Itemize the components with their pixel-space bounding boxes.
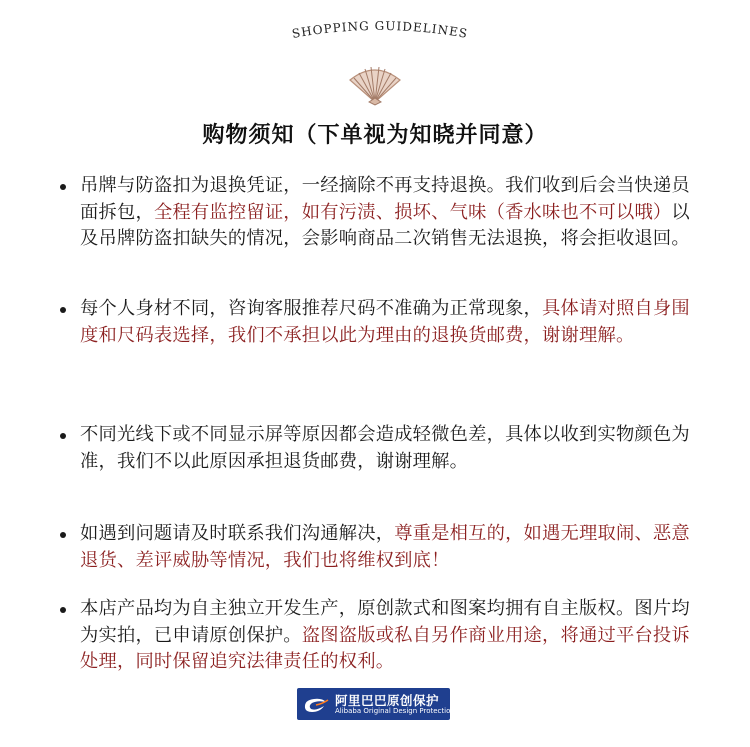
badge-title: 阿里巴巴原创保护 bbox=[335, 693, 440, 708]
rule-contact-us bbox=[60, 521, 700, 574]
rule-highlight: 盗图盗版或私自另作商业用途，将通过平台投诉处理，同时保留追究法律责任的权利。 bbox=[80, 624, 690, 672]
rule-copyright bbox=[60, 596, 700, 676]
page-title: 购物须知（下单视为知晓并同意） bbox=[202, 122, 548, 148]
rule-size-advice bbox=[60, 296, 700, 349]
rule-text: 吊牌与防盗扣为退换凭证，一经摘除不再支持退换。我们收到后会当快递员面拆包， bbox=[80, 175, 690, 223]
svg-text:SHOPPING GUIDELINES bbox=[291, 19, 469, 41]
alibaba-logo-icon bbox=[302, 694, 330, 714]
rule-text-tail: 以及吊牌防盗扣缺失的情况，会影响商品二次销售无法退换，将会拒收退回。 bbox=[80, 201, 690, 249]
rule-text: 每个人身材不同，咨询客服推荐尺码不准确为正常现象， bbox=[80, 298, 543, 319]
rule-highlight: 全程有监控留证，如有污渍、损坏、气味（香水味也不可以哦） bbox=[153, 201, 672, 223]
rule-highlight: 尊重是相互的，如遇无理取闹、恶意退货、差评威胁等情况，我们也将维权到底！ bbox=[80, 523, 690, 571]
rule-tags-returns bbox=[60, 173, 700, 253]
badge-subtitle: Alibaba Original Design Protection bbox=[335, 707, 455, 715]
rule-text: 本店产品均为自主独立开发生产，原创款式和图案均拥有自主版权。图片均为实拍，已申请原创保护。 bbox=[80, 598, 690, 646]
rule-highlight: 具体请对照自身围度和尺码表选择，我们不承担以此为理由的退换货邮费，谢谢理解。 bbox=[80, 298, 690, 346]
shopping-guidelines-title bbox=[265, 10, 495, 62]
alibaba-original-protection-badge bbox=[297, 688, 455, 720]
rule-text: 如遇到问题请及时联系我们沟通解决， bbox=[80, 523, 395, 544]
rule-text: 不同光线下或不同显示屏等原因都会造成轻微色差，具体以收到实物颜色为准，我们不以此原因承担退货邮费，谢谢理解。 bbox=[80, 424, 690, 472]
curved-title-text: SHOPPING GUIDELINES bbox=[290, 18, 470, 41]
scallop-shell-icon bbox=[345, 62, 405, 106]
rule-color-difference bbox=[60, 422, 700, 475]
